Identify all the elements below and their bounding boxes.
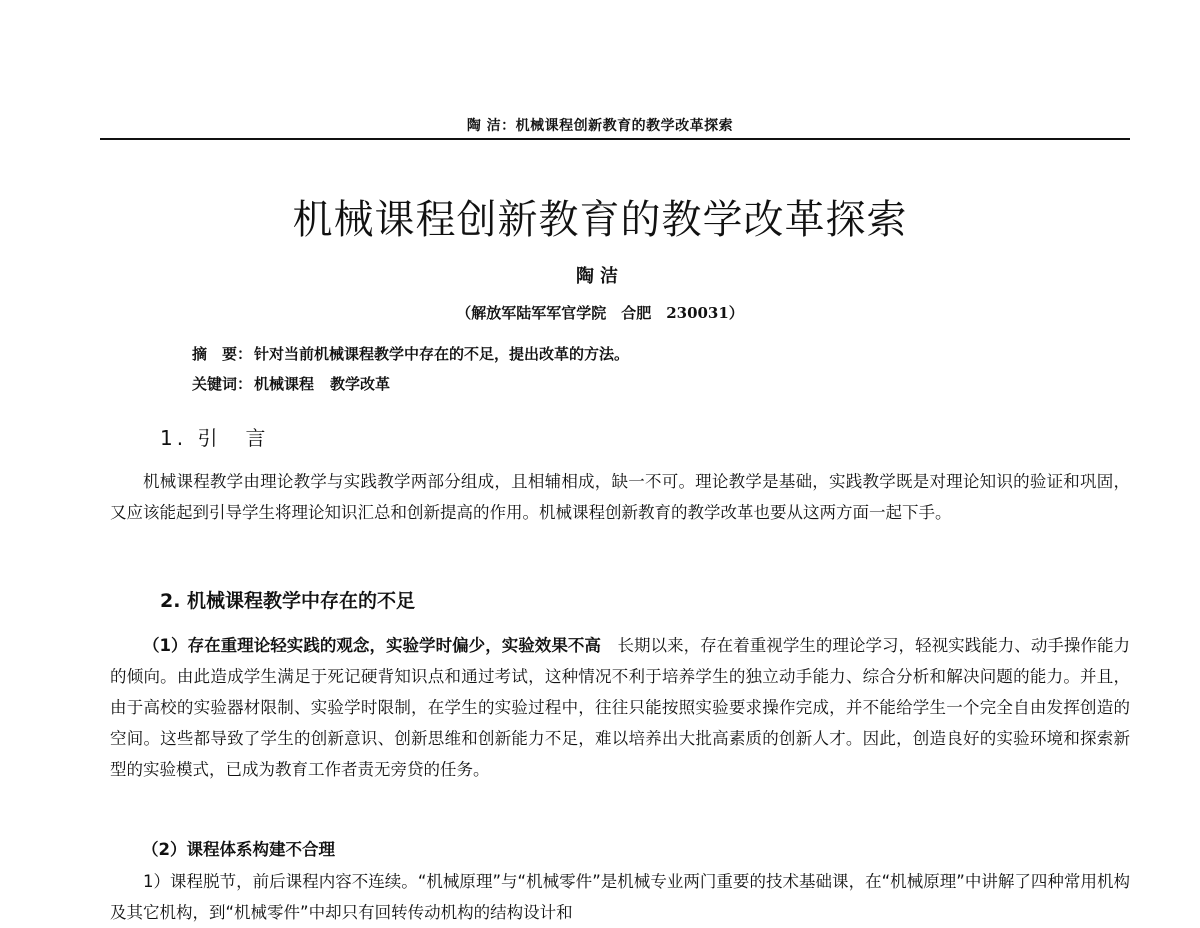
author: 陶洁 <box>576 266 624 287</box>
affiliation: （解放军陆军军官学院 合肥 230031） <box>456 304 744 322</box>
keywords-label: 关键词： <box>192 375 253 393</box>
paper-title: 机械课程创新教育的教学改革探索 <box>292 197 908 243</box>
abstract-text: 针对当前机械课程教学中存在的不足，提出改革的方法。 <box>254 345 630 363</box>
introduction-paragraph: 机械课程教学由理论教学与实践教学两部分组成，且相辅相成，缺一不可。理论教学是基础，实践教学既是对理论知识的验证和巩固，又应该能起到引导学生将理论知识汇总和创新提高的作用。机械课程创新教育的教学改革也要从这两方面一起下手。 <box>110 472 1130 522</box>
keywords <box>192 373 406 394</box>
shortcomings-paragraph <box>110 630 1130 785</box>
section-heading-introduction: 1. 引 言 <box>160 426 270 450</box>
keyword-item: 机械课程 <box>254 375 315 393</box>
running-header: 陶 洁：机械课程创新教育的教学改革探索 <box>466 118 734 134</box>
section-heading-shortcomings: 2. 机械课程教学中存在的不足 <box>160 590 416 612</box>
header-rule <box>100 138 1130 140</box>
keyword-item: 教学改革 <box>330 375 391 393</box>
paragraph-lead: （1）存在重理论轻实践的观念，实验学时偏少，实验效果不高 <box>143 636 601 655</box>
subheading-curriculum: （2）课程体系构建不合理 <box>142 840 335 859</box>
paragraph-body: 长期以来，存在着重视学生的理论学习，轻视实践能力、动手操作能力的倾向。由此造成学生满足于死记硬背知识点和通过考试，这种情况不利于培养学生的独立动手能力、综合分析和解决问题的能力。并且，由于高校的实验器材限制、实验学时限制，在学生的实验过程中，往往只能按照实验要求操作完成，并不能给学生一个完全自由发挥创造的空间。这些都导致了学生的创新意识、创新思维和创新能力不足，难以培养出大批高素质的创新人才。因此，创造良好的实验环境和探索新型的实验模式，已成为教育工作者责无旁贷的任务。 <box>110 636 1130 779</box>
abstract-label: 摘 要： <box>192 345 253 363</box>
abstract <box>192 343 629 364</box>
curriculum-paragraph: 1）课程脱节，前后课程内容不连续。“机械原理”与“机械零件”是机械专业两门重要的技术基础课，在“机械原理”中讲解了四种常用机构及其它机构，到“机械零件”中却只有回转传动机构的结构设计和 <box>110 872 1130 922</box>
